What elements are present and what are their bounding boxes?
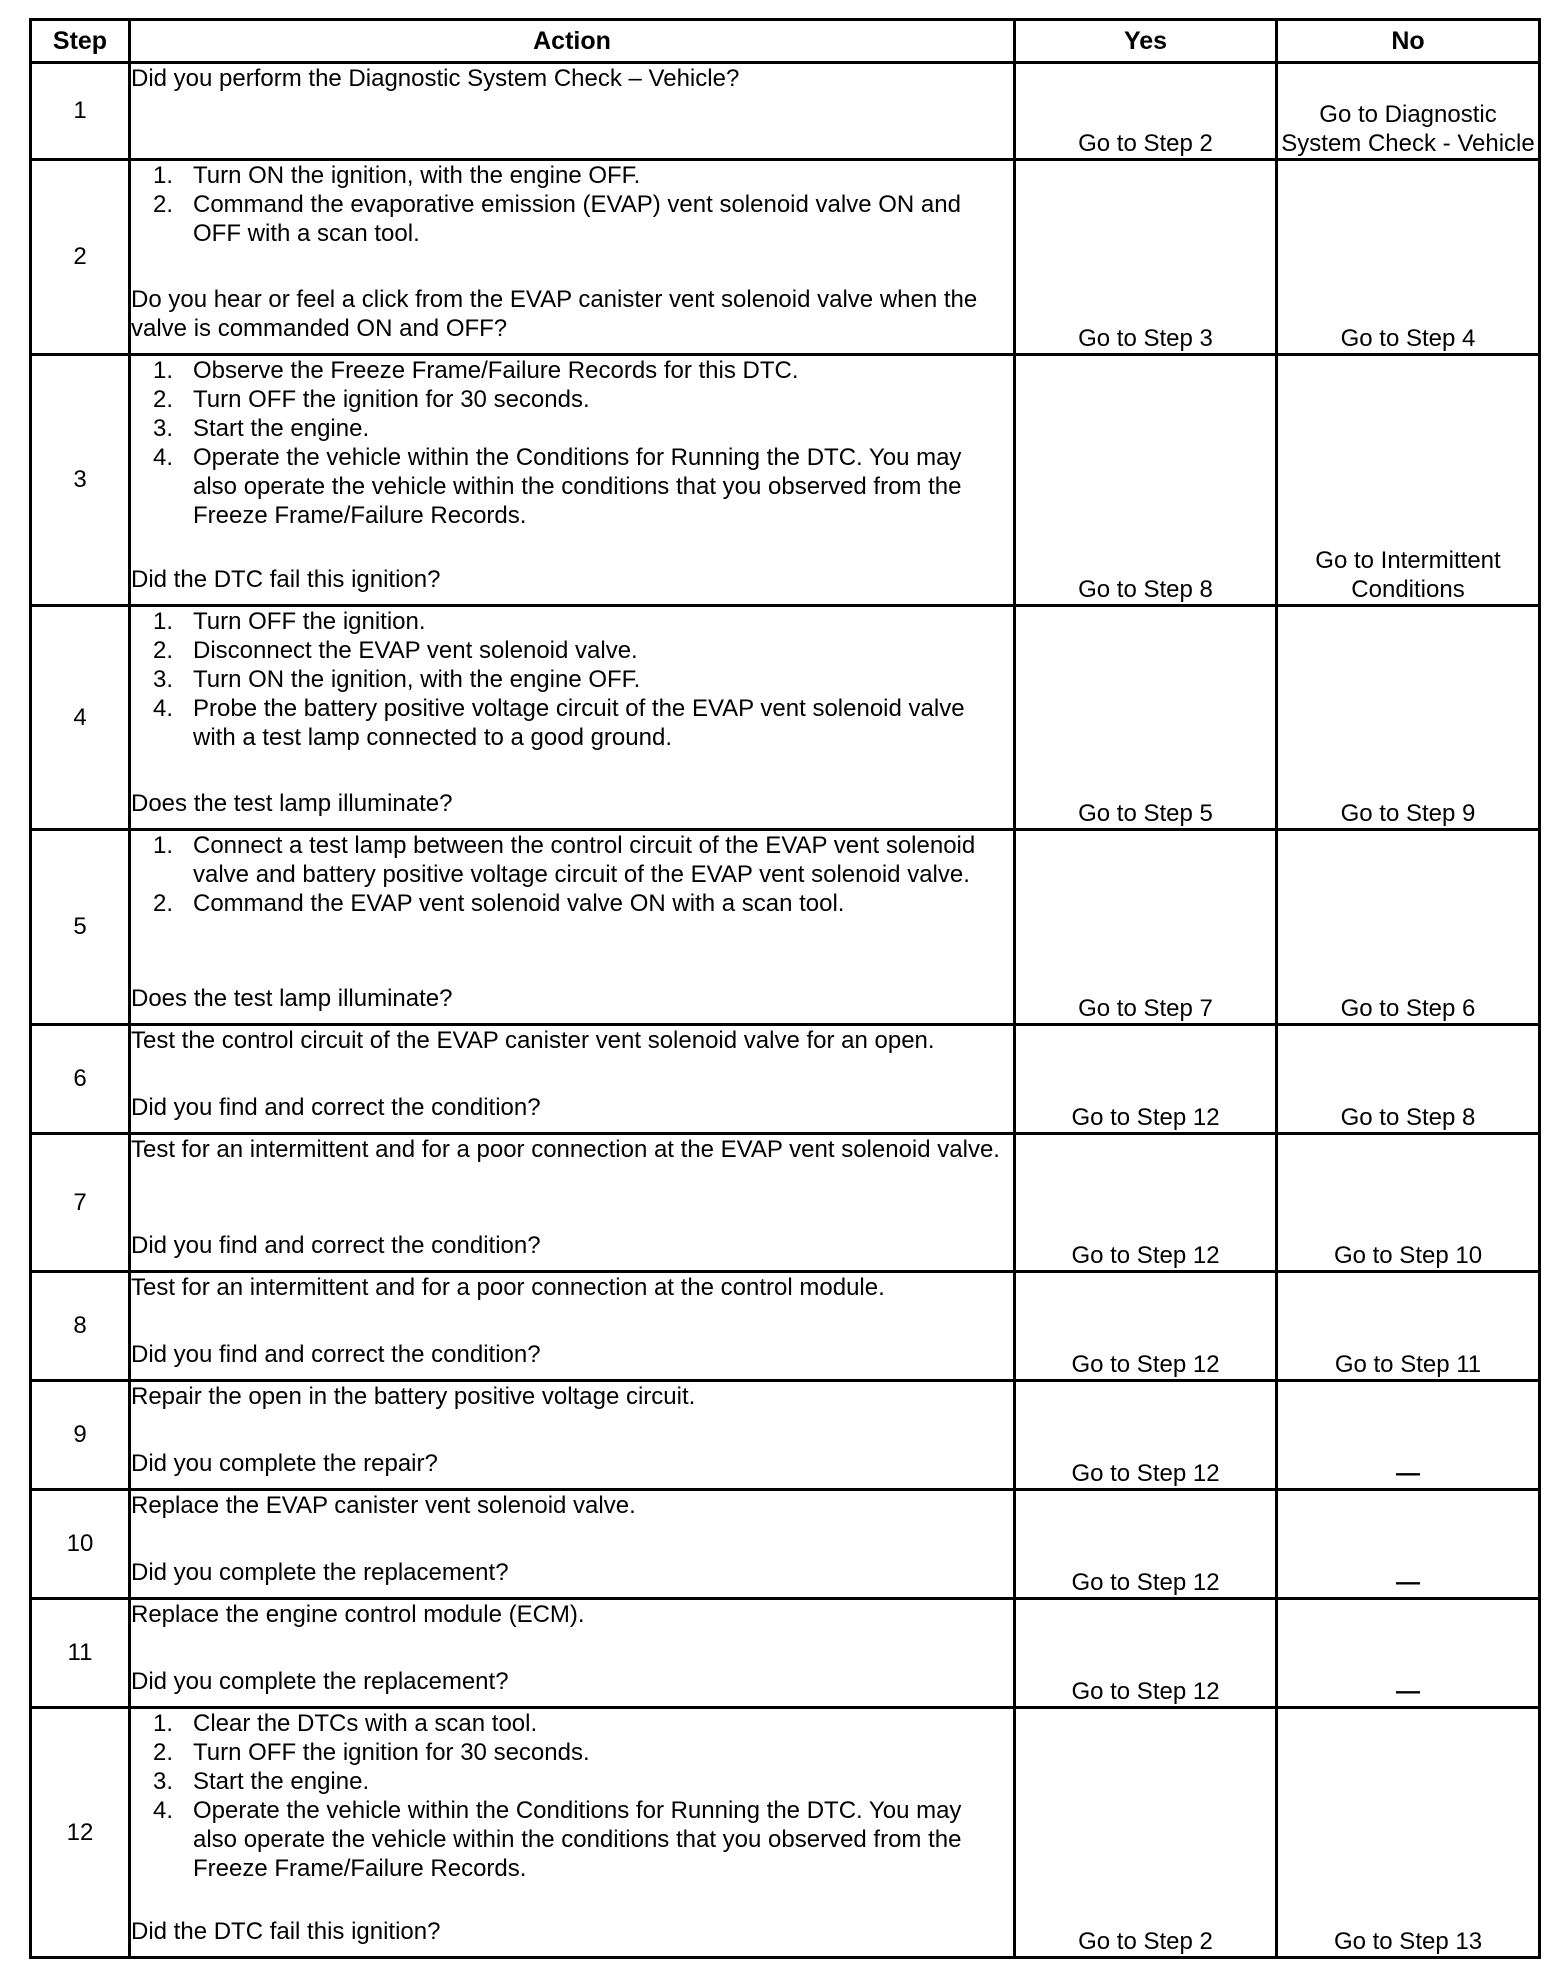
table-row bbox=[31, 1599, 1540, 1708]
action-instruction: Replace the engine control module (ECM). bbox=[131, 1601, 585, 1628]
table-row bbox=[31, 830, 1540, 1025]
action-instruction: Repair the open in the battery positive voltage circuit. bbox=[131, 1383, 696, 1410]
step-number: 2 bbox=[31, 160, 130, 355]
action-question: Did you find and correct the condition? bbox=[131, 1232, 541, 1259]
step-number: 6 bbox=[31, 1025, 130, 1134]
action-cell bbox=[130, 1381, 1015, 1490]
table-row bbox=[31, 160, 1540, 355]
list-item bbox=[131, 1738, 1013, 1767]
list-item-text: Observe the Freeze Frame/Failure Records for this DTC. bbox=[193, 357, 799, 384]
list-item bbox=[131, 385, 1013, 414]
yes-result: Go to Step 12 bbox=[1015, 1490, 1277, 1599]
table-row bbox=[31, 1381, 1540, 1490]
list-item bbox=[131, 694, 1013, 752]
action-instruction: Test the control circuit of the EVAP canister vent solenoid valve for an open. bbox=[131, 1027, 935, 1054]
list-item bbox=[131, 414, 1013, 443]
list-item-text: Operate the vehicle within the Conditions for Running the DTC. You may also operate the vehicle within the conditions that you observed from the Freeze Frame/Failure Records. bbox=[193, 444, 962, 529]
diagnostic-table bbox=[29, 18, 1541, 1959]
list-item-text: Turn ON the ignition, with the engine OFF. bbox=[193, 666, 641, 693]
list-item-number: 1. bbox=[152, 832, 173, 859]
step-number: 7 bbox=[31, 1134, 130, 1272]
action-instruction: Test for an intermittent and for a poor connection at the EVAP vent solenoid valve. bbox=[131, 1136, 1000, 1163]
list-item bbox=[131, 831, 1013, 889]
action-cell bbox=[130, 1025, 1015, 1134]
action-question: Does the test lamp illuminate? bbox=[131, 790, 453, 817]
action-instruction: Replace the EVAP canister vent solenoid valve. bbox=[131, 1492, 636, 1519]
action-cell bbox=[130, 160, 1015, 355]
no-result: Go to Diagnostic System Check - Vehicle bbox=[1277, 63, 1540, 160]
yes-result: Go to Step 12 bbox=[1015, 1272, 1277, 1381]
step-number: 12 bbox=[31, 1708, 130, 1958]
list-item-text: Turn OFF the ignition for 30 seconds. bbox=[193, 1739, 590, 1766]
step-number: 11 bbox=[31, 1599, 130, 1708]
action-question: Did the DTC fail this ignition? bbox=[131, 566, 441, 593]
list-item-text: Start the engine. bbox=[193, 415, 370, 442]
list-item bbox=[131, 443, 1013, 530]
action-cell bbox=[130, 1490, 1015, 1599]
action-cell bbox=[130, 1272, 1015, 1381]
action-instruction: Test for an intermittent and for a poor connection at the control module. bbox=[131, 1274, 885, 1301]
action-cell bbox=[130, 1708, 1015, 1958]
yes-result: Go to Step 12 bbox=[1015, 1025, 1277, 1134]
action-question: Did you complete the replacement? bbox=[131, 1559, 509, 1586]
table-body bbox=[31, 63, 1540, 1958]
list-item bbox=[131, 161, 1013, 190]
no-result: Go to Step 9 bbox=[1277, 606, 1540, 830]
list-item-text: Connect a test lamp between the control circuit of the EVAP vent solenoid valve and battery positive voltage circuit of the EVAP vent solenoid valve. bbox=[193, 832, 976, 888]
list-item-number: 4. bbox=[152, 1797, 173, 1824]
no-result: — bbox=[1277, 1599, 1540, 1708]
list-item-number: 2. bbox=[152, 386, 173, 413]
list-item bbox=[131, 636, 1013, 665]
list-item-number: 1. bbox=[152, 1710, 173, 1737]
header-yes: Yes bbox=[1015, 20, 1277, 63]
yes-result: Go to Step 7 bbox=[1015, 830, 1277, 1025]
yes-result: Go to Step 3 bbox=[1015, 160, 1277, 355]
yes-result: Go to Step 2 bbox=[1015, 1708, 1277, 1958]
no-result: Go to Step 4 bbox=[1277, 160, 1540, 355]
list-item-number: 2. bbox=[152, 1739, 173, 1766]
action-cell bbox=[130, 355, 1015, 606]
list-item bbox=[131, 190, 1013, 248]
list-item-number: 2. bbox=[152, 890, 173, 917]
no-result: Go to Step 13 bbox=[1277, 1708, 1540, 1958]
list-item-number: 4. bbox=[152, 444, 173, 471]
no-result: Go to Step 8 bbox=[1277, 1025, 1540, 1134]
action-substeps bbox=[131, 356, 1013, 530]
table-row bbox=[31, 1134, 1540, 1272]
table-row bbox=[31, 1708, 1540, 1958]
list-item-number: 3. bbox=[152, 666, 173, 693]
no-result: Go to Step 10 bbox=[1277, 1134, 1540, 1272]
action-question: Did you find and correct the condition? bbox=[131, 1094, 541, 1121]
action-question: Did the DTC fail this ignition? bbox=[131, 1918, 441, 1945]
list-item bbox=[131, 665, 1013, 694]
list-item-number: 3. bbox=[152, 415, 173, 442]
list-item-text: Command the EVAP vent solenoid valve ON with a scan tool. bbox=[193, 890, 845, 917]
yes-result: Go to Step 12 bbox=[1015, 1599, 1277, 1708]
action-cell bbox=[130, 1599, 1015, 1708]
header-no: No bbox=[1277, 20, 1540, 63]
list-item bbox=[131, 607, 1013, 636]
no-result: Go to Step 11 bbox=[1277, 1272, 1540, 1381]
action-question: Do you hear or feel a click from the EVAP canister vent solenoid valve when the valve is commanded ON and OFF? bbox=[131, 286, 978, 342]
yes-result: Go to Step 5 bbox=[1015, 606, 1277, 830]
list-item-number: 1. bbox=[152, 608, 173, 635]
step-number: 1 bbox=[31, 63, 130, 160]
list-item-number: 3. bbox=[152, 1768, 173, 1795]
no-result: — bbox=[1277, 1381, 1540, 1490]
action-substeps bbox=[131, 1709, 1013, 1883]
table-row bbox=[31, 1272, 1540, 1381]
list-item-text: Turn OFF the ignition. bbox=[193, 608, 426, 635]
list-item-number: 2. bbox=[152, 637, 173, 664]
list-item-number: 2. bbox=[152, 191, 173, 218]
yes-result: Go to Step 2 bbox=[1015, 63, 1277, 160]
list-item-text: Probe the battery positive voltage circuit of the EVAP vent solenoid valve with a test lamp connected to a good ground. bbox=[193, 695, 965, 751]
action-question: Did you complete the repair? bbox=[131, 1450, 438, 1477]
action-instruction: Did you perform the Diagnostic System Check – Vehicle? bbox=[131, 65, 740, 92]
list-item-text: Turn OFF the ignition for 30 seconds. bbox=[193, 386, 590, 413]
header-row bbox=[31, 20, 1540, 63]
action-cell bbox=[130, 830, 1015, 1025]
list-item bbox=[131, 1796, 1013, 1883]
table-row bbox=[31, 1025, 1540, 1134]
step-number: 3 bbox=[31, 355, 130, 606]
list-item bbox=[131, 1709, 1013, 1738]
action-substeps bbox=[131, 831, 1013, 918]
list-item-text: Disconnect the EVAP vent solenoid valve. bbox=[193, 637, 638, 664]
no-result: — bbox=[1277, 1490, 1540, 1599]
action-cell bbox=[130, 606, 1015, 830]
list-item bbox=[131, 1767, 1013, 1796]
list-item-number: 4. bbox=[152, 695, 173, 722]
table-row bbox=[31, 355, 1540, 606]
list-item-text: Operate the vehicle within the Conditions for Running the DTC. You may also operate the vehicle within the conditions that you observed from the Freeze Frame/Failure Records. bbox=[193, 1797, 962, 1882]
yes-result: Go to Step 12 bbox=[1015, 1134, 1277, 1272]
step-number: 10 bbox=[31, 1490, 130, 1599]
list-item-text: Turn ON the ignition, with the engine OFF. bbox=[193, 162, 641, 189]
list-item-number: 1. bbox=[152, 357, 173, 384]
list-item-text: Clear the DTCs with a scan tool. bbox=[193, 1710, 538, 1737]
table-row bbox=[31, 63, 1540, 160]
no-result: Go to Intermittent Conditions bbox=[1277, 355, 1540, 606]
yes-result: Go to Step 8 bbox=[1015, 355, 1277, 606]
list-item-number: 1. bbox=[152, 162, 173, 189]
list-item bbox=[131, 889, 1013, 918]
no-result: Go to Step 6 bbox=[1277, 830, 1540, 1025]
step-number: 8 bbox=[31, 1272, 130, 1381]
header-step: Step bbox=[31, 20, 130, 63]
header-action: Action bbox=[130, 20, 1015, 63]
list-item-text: Command the evaporative emission (EVAP) vent solenoid valve ON and OFF with a scan tool. bbox=[193, 191, 961, 247]
list-item bbox=[131, 356, 1013, 385]
action-cell bbox=[130, 1134, 1015, 1272]
action-substeps bbox=[131, 607, 1013, 752]
action-question: Does the test lamp illuminate? bbox=[131, 985, 453, 1012]
action-substeps bbox=[131, 161, 1013, 248]
action-question: Did you complete the replacement? bbox=[131, 1668, 509, 1695]
action-question: Did you find and correct the condition? bbox=[131, 1341, 541, 1368]
table-row bbox=[31, 1490, 1540, 1599]
step-number: 9 bbox=[31, 1381, 130, 1490]
action-cell bbox=[130, 63, 1015, 160]
list-item-text: Start the engine. bbox=[193, 1768, 370, 1795]
table-row bbox=[31, 606, 1540, 830]
yes-result: Go to Step 12 bbox=[1015, 1381, 1277, 1490]
step-number: 4 bbox=[31, 606, 130, 830]
step-number: 5 bbox=[31, 830, 130, 1025]
